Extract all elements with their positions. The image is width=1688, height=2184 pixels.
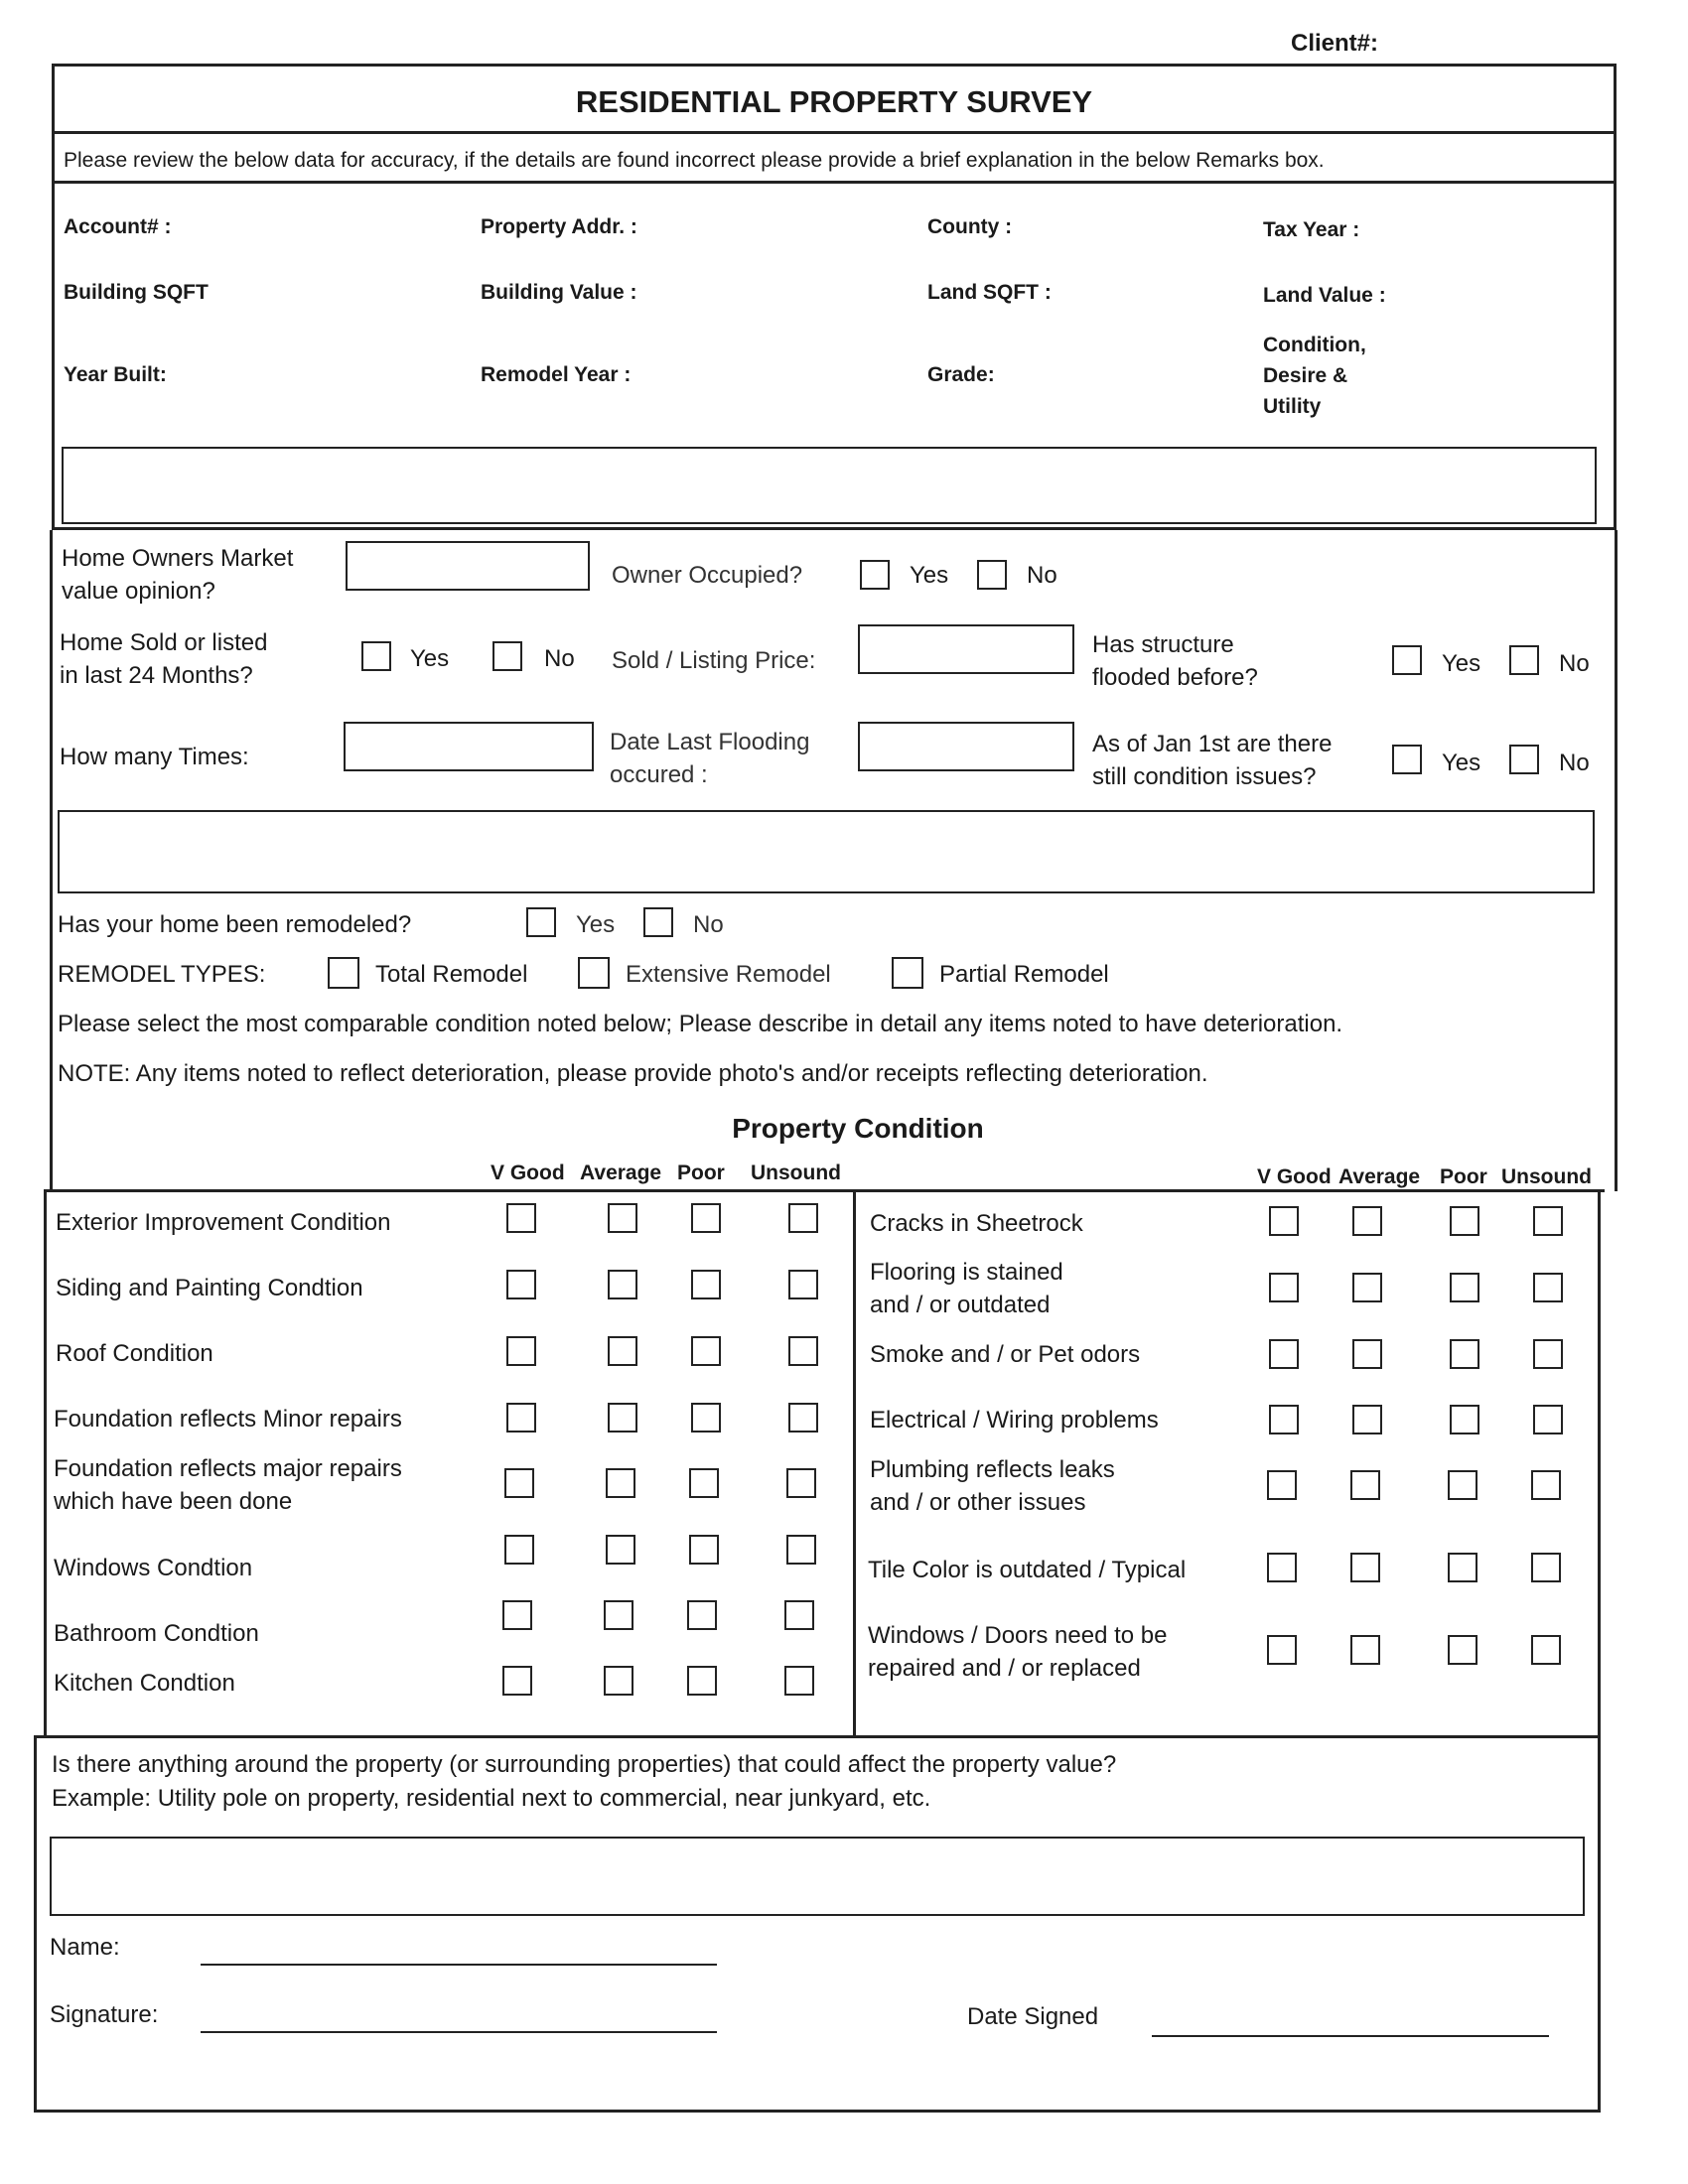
tile-poor-checkbox[interactable]	[1448, 1553, 1477, 1582]
county-label: County :	[927, 215, 1013, 238]
siding-average-checkbox[interactable]	[608, 1270, 637, 1299]
windows-doors-poor-checkbox[interactable]	[1448, 1635, 1477, 1665]
market-value-input[interactable]	[346, 541, 590, 591]
roof-average-checkbox[interactable]	[608, 1336, 637, 1366]
total-remodel-label: Total Remodel	[375, 961, 528, 988]
left-header-average: Average	[580, 1161, 662, 1184]
instructions-text: Please review the below data for accuracy, if the details are found incorrect please provide a brief explanation in the below Remarks box.	[64, 149, 1325, 172]
bathroom-poor-checkbox[interactable]	[687, 1600, 717, 1630]
foundation-major-vgood-checkbox[interactable]	[504, 1468, 534, 1498]
smoke-poor-checkbox[interactable]	[1450, 1339, 1479, 1369]
condition-issues-no-checkbox[interactable]	[1509, 745, 1539, 774]
middle-right-border	[1615, 530, 1618, 1191]
foundation-minor-average-checkbox[interactable]	[608, 1403, 637, 1433]
electrical-unsound-checkbox[interactable]	[1533, 1405, 1563, 1434]
row-roof-label: Roof Condition	[56, 1340, 213, 1367]
flooded-no-label: No	[1559, 650, 1590, 677]
cracks-unsound-checkbox[interactable]	[1533, 1206, 1563, 1236]
sold-listed-yes-checkbox[interactable]	[361, 641, 391, 671]
plumbing-vgood-checkbox[interactable]	[1267, 1470, 1297, 1500]
right-header-vgood: V Good	[1257, 1165, 1332, 1188]
flooring-average-checkbox[interactable]	[1352, 1273, 1382, 1302]
land-sqft-label: Land SQFT :	[927, 281, 1052, 304]
siding-poor-checkbox[interactable]	[691, 1270, 721, 1299]
remodeled-yes-checkbox[interactable]	[526, 907, 556, 937]
market-value-label-1: Home Owners Market	[62, 545, 294, 572]
row-exterior-label: Exterior Improvement Condition	[56, 1209, 391, 1236]
cracks-poor-checkbox[interactable]	[1450, 1206, 1479, 1236]
flooded-yes-checkbox[interactable]	[1392, 645, 1422, 675]
roof-unsound-checkbox[interactable]	[788, 1336, 818, 1366]
extensive-remodel-checkbox[interactable]	[578, 957, 610, 989]
row-flooring-label-2: and / or outdated	[870, 1292, 1051, 1318]
row-kitchen-label: Kitchen Condtion	[54, 1670, 235, 1697]
partial-remodel-label: Partial Remodel	[939, 961, 1109, 988]
kitchen-poor-checkbox[interactable]	[687, 1666, 717, 1696]
row-siding-label: Siding and Painting Condtion	[56, 1275, 363, 1301]
electrical-poor-checkbox[interactable]	[1450, 1405, 1479, 1434]
kitchen-average-checkbox[interactable]	[604, 1666, 633, 1696]
market-value-label-2: value opinion?	[62, 578, 215, 605]
owner-occupied-no-checkbox[interactable]	[977, 560, 1007, 590]
windows-poor-checkbox[interactable]	[689, 1535, 719, 1565]
bathroom-unsound-checkbox[interactable]	[784, 1600, 814, 1630]
right-header-poor: Poor	[1440, 1165, 1487, 1188]
right-header-unsound: Unsound	[1501, 1165, 1592, 1188]
flooded-label-1: Has structure	[1092, 631, 1234, 658]
windows-doors-unsound-checkbox[interactable]	[1531, 1635, 1561, 1665]
condition-label-3: Utility	[1263, 395, 1322, 418]
property-condition-title: Property Condition	[732, 1113, 984, 1144]
condition-issues-label-1: As of Jan 1st are there	[1092, 731, 1333, 757]
sold-price-input[interactable]	[858, 624, 1074, 674]
row-flooring-label-1: Flooring is stained	[870, 1259, 1063, 1286]
flooring-vgood-checkbox[interactable]	[1269, 1273, 1299, 1302]
instructions-divider	[52, 181, 1617, 184]
exterior-vgood-checkbox[interactable]	[506, 1203, 536, 1233]
sold-listed-yes-label: Yes	[410, 645, 450, 672]
remarks-box-3[interactable]	[50, 1837, 1585, 1916]
sold-listed-no-checkbox[interactable]	[492, 641, 522, 671]
condition-label-1: Condition,	[1263, 334, 1366, 356]
smoke-unsound-checkbox[interactable]	[1533, 1339, 1563, 1369]
row-windows-doors-label-1: Windows / Doors need to be	[868, 1622, 1168, 1649]
row-plumbing-label-2: and / or other issues	[870, 1489, 1086, 1516]
windows-average-checkbox[interactable]	[606, 1535, 635, 1565]
siding-unsound-checkbox[interactable]	[788, 1270, 818, 1299]
sold-price-label: Sold / Listing Price:	[612, 647, 816, 674]
windows-doors-average-checkbox[interactable]	[1350, 1635, 1380, 1665]
year-built-label: Year Built:	[64, 363, 167, 386]
owner-occupied-label: Owner Occupied?	[612, 562, 803, 589]
row-plumbing-label-1: Plumbing reflects leaks	[870, 1456, 1115, 1483]
surroundings-question: Is there anything around the property (or surrounding properties) that could affect the property value?	[52, 1751, 1117, 1778]
left-header-poor: Poor	[677, 1161, 725, 1184]
how-many-times-label: How many Times:	[60, 744, 249, 770]
foundation-minor-vgood-checkbox[interactable]	[506, 1403, 536, 1433]
condition-label-2: Desire &	[1263, 364, 1348, 387]
title-divider	[52, 131, 1617, 134]
row-foundation-major-label-1: Foundation reflects major repairs	[54, 1455, 402, 1482]
remodeled-yes-label: Yes	[576, 911, 616, 938]
roof-poor-checkbox[interactable]	[691, 1336, 721, 1366]
partial-remodel-checkbox[interactable]	[892, 957, 923, 989]
left-header-vgood: V Good	[491, 1161, 565, 1184]
foundation-minor-unsound-checkbox[interactable]	[788, 1403, 818, 1433]
left-header-unsound: Unsound	[751, 1161, 841, 1184]
date-flooding-label-1: Date Last Flooding	[610, 729, 810, 755]
land-value-label: Land Value :	[1263, 284, 1386, 307]
sold-listed-no-label: No	[544, 645, 575, 672]
tax-year-label: Tax Year :	[1263, 218, 1360, 241]
windows-doors-vgood-checkbox[interactable]	[1267, 1635, 1297, 1665]
row-bathroom-label: Bathroom Condtion	[54, 1620, 259, 1647]
flooring-unsound-checkbox[interactable]	[1533, 1273, 1563, 1302]
remarks-box-2[interactable]	[58, 810, 1595, 893]
total-remodel-checkbox[interactable]	[328, 957, 359, 989]
row-windows-doors-label-2: repaired and / or replaced	[868, 1655, 1141, 1682]
flooring-poor-checkbox[interactable]	[1450, 1273, 1479, 1302]
grade-label: Grade:	[927, 363, 995, 386]
tile-unsound-checkbox[interactable]	[1531, 1553, 1561, 1582]
owner-occupied-no-label: No	[1027, 562, 1057, 589]
client-label: Client#:	[1291, 30, 1379, 57]
remarks-box-1[interactable]	[62, 447, 1597, 524]
foundation-major-unsound-checkbox[interactable]	[786, 1468, 816, 1498]
right-header-average: Average	[1338, 1165, 1421, 1188]
tile-vgood-checkbox[interactable]	[1267, 1553, 1297, 1582]
name-line[interactable]	[201, 1964, 717, 1966]
date-signed-label: Date Signed	[967, 2003, 1099, 2030]
deterioration-note: NOTE: Any items noted to reflect deterioration, please provide photo's and/or receipts reflecting deterioration.	[58, 1060, 1208, 1087]
remodeled-no-checkbox[interactable]	[643, 907, 673, 937]
row-smoke-label: Smoke and / or Pet odors	[870, 1341, 1141, 1368]
kitchen-vgood-checkbox[interactable]	[502, 1666, 532, 1696]
date-flooding-input[interactable]	[858, 722, 1074, 771]
row-windows-label: Windows Condtion	[54, 1555, 253, 1581]
signature-label: Signature:	[50, 2001, 159, 2028]
signature-line[interactable]	[201, 2031, 717, 2033]
condition-table-divider	[853, 1189, 856, 1735]
condition-instruction: Please select the most comparable condition noted below; Please describe in detail any items noted to have deterioration.	[58, 1011, 1343, 1037]
surroundings-example: Example: Utility pole on property, residential next to commercial, near junkyard, etc.	[52, 1785, 931, 1812]
windows-vgood-checkbox[interactable]	[504, 1535, 534, 1565]
sold-listed-label-2: in last 24 Months?	[60, 662, 253, 689]
kitchen-unsound-checkbox[interactable]	[784, 1666, 814, 1696]
row-electrical-label: Electrical / Wiring problems	[870, 1407, 1159, 1433]
property-addr-label: Property Addr. :	[481, 215, 637, 238]
foundation-major-average-checkbox[interactable]	[606, 1468, 635, 1498]
foundation-major-poor-checkbox[interactable]	[689, 1468, 719, 1498]
tile-average-checkbox[interactable]	[1350, 1553, 1380, 1582]
roof-vgood-checkbox[interactable]	[506, 1336, 536, 1366]
electrical-average-checkbox[interactable]	[1352, 1405, 1382, 1434]
row-tile-label: Tile Color is outdated / Typical	[868, 1557, 1187, 1583]
remodel-types-label: REMODEL TYPES:	[58, 961, 266, 988]
row-cracks-label: Cracks in Sheetrock	[870, 1210, 1083, 1237]
condition-issues-label-2: still condition issues?	[1092, 763, 1317, 790]
siding-vgood-checkbox[interactable]	[506, 1270, 536, 1299]
condition-issues-no-label: No	[1559, 750, 1590, 776]
plumbing-poor-checkbox[interactable]	[1448, 1470, 1477, 1500]
remodeled-no-label: No	[693, 911, 724, 938]
plumbing-average-checkbox[interactable]	[1350, 1470, 1380, 1500]
row-foundation-major-label-2: which have been done	[54, 1488, 293, 1515]
exterior-poor-checkbox[interactable]	[691, 1203, 721, 1233]
condition-issues-yes-checkbox[interactable]	[1392, 745, 1422, 774]
row-foundation-minor-label: Foundation reflects Minor repairs	[54, 1406, 402, 1433]
smoke-vgood-checkbox[interactable]	[1269, 1339, 1299, 1369]
electrical-vgood-checkbox[interactable]	[1269, 1405, 1299, 1434]
exterior-average-checkbox[interactable]	[608, 1203, 637, 1233]
flooded-label-2: flooded before?	[1092, 664, 1258, 691]
date-signed-line[interactable]	[1152, 2035, 1549, 2037]
extensive-remodel-label: Extensive Remodel	[626, 961, 831, 988]
exterior-unsound-checkbox[interactable]	[788, 1203, 818, 1233]
date-flooding-label-2: occured :	[610, 761, 708, 788]
owner-occupied-yes-checkbox[interactable]	[860, 560, 890, 590]
how-many-times-input[interactable]	[344, 722, 594, 771]
owner-occupied-yes-label: Yes	[910, 562, 949, 589]
building-value-label: Building Value :	[481, 281, 637, 304]
name-label: Name:	[50, 1934, 120, 1961]
foundation-minor-poor-checkbox[interactable]	[691, 1403, 721, 1433]
cracks-vgood-checkbox[interactable]	[1269, 1206, 1299, 1236]
bathroom-average-checkbox[interactable]	[604, 1600, 633, 1630]
flooded-yes-label: Yes	[1442, 650, 1481, 677]
remodeled-question: Has your home been remodeled?	[58, 911, 412, 938]
remodel-year-label: Remodel Year :	[481, 363, 632, 386]
page-title: RESIDENTIAL PROPERTY SURVEY	[575, 84, 1093, 119]
cracks-average-checkbox[interactable]	[1352, 1206, 1382, 1236]
account-label: Account# :	[64, 215, 172, 238]
windows-unsound-checkbox[interactable]	[786, 1535, 816, 1565]
bathroom-vgood-checkbox[interactable]	[502, 1600, 532, 1630]
smoke-average-checkbox[interactable]	[1352, 1339, 1382, 1369]
building-sqft-label: Building SQFT	[64, 281, 209, 304]
plumbing-unsound-checkbox[interactable]	[1531, 1470, 1561, 1500]
flooded-no-checkbox[interactable]	[1509, 645, 1539, 675]
condition-issues-yes-label: Yes	[1442, 750, 1481, 776]
sold-listed-label-1: Home Sold or listed	[60, 629, 268, 656]
middle-left-border	[50, 530, 53, 1191]
